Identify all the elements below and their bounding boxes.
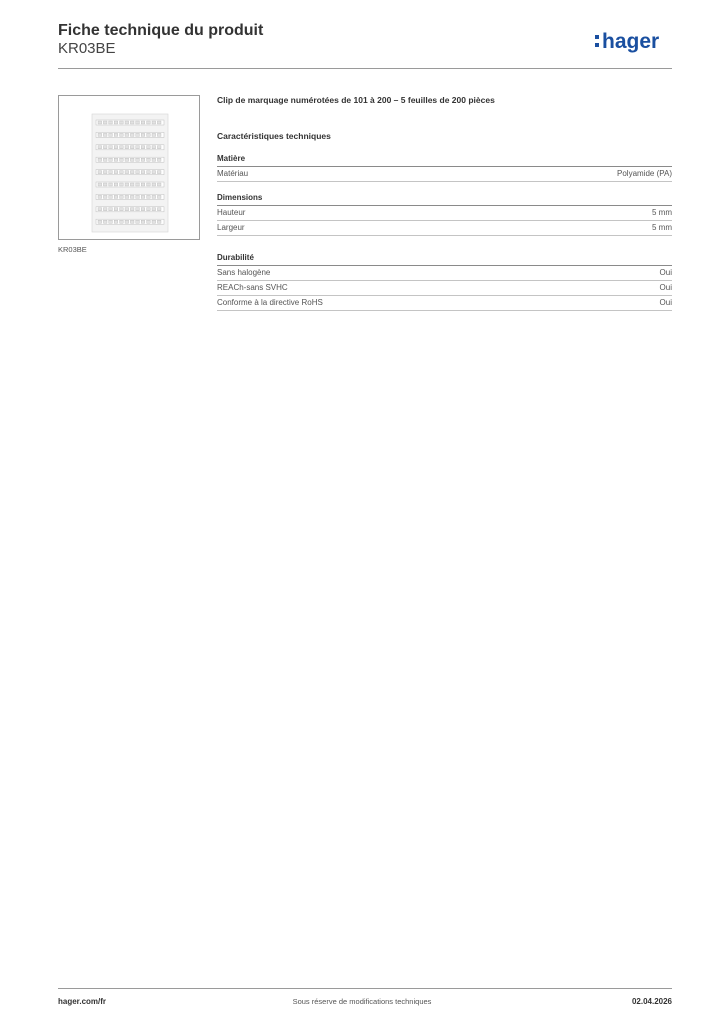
group-title: Matière <box>217 153 672 167</box>
marker-clip <box>141 171 145 174</box>
marker-clip <box>98 171 102 174</box>
marker-clip <box>125 158 129 161</box>
marker-clip <box>98 220 102 223</box>
marker-clip <box>157 146 161 149</box>
marker-clip <box>157 195 161 198</box>
group-title: Dimensions <box>217 192 672 206</box>
marker-clip <box>120 183 124 186</box>
footer-disclaimer: Sous réserve de modifications techniques <box>292 997 432 1006</box>
marker-clip <box>130 133 134 136</box>
marker-clip <box>152 220 156 223</box>
marker-clip <box>103 208 107 211</box>
marker-clip <box>120 121 124 124</box>
marker-clip <box>147 133 151 136</box>
marker-clip <box>147 158 151 161</box>
marker-clip <box>157 208 161 211</box>
marker-clip <box>109 220 113 223</box>
marker-clip <box>136 133 140 136</box>
marker-clip <box>157 220 161 223</box>
marker-clip <box>125 146 129 149</box>
product-code: KR03BE <box>58 40 116 57</box>
marker-clip <box>141 220 145 223</box>
marker-clip <box>103 171 107 174</box>
marker-clip <box>147 220 151 223</box>
marker-clip <box>114 183 118 186</box>
marker-clip <box>141 146 145 149</box>
marker-clip <box>114 158 118 161</box>
product-image <box>58 95 200 240</box>
marker-clip <box>152 121 156 124</box>
marker-clip <box>141 133 145 136</box>
footer-divider <box>58 988 672 989</box>
marker-clip <box>120 171 124 174</box>
hager-logo <box>593 26 679 58</box>
marker-clip <box>130 158 134 161</box>
specs-heading: Caractéristiques techniques <box>217 131 331 141</box>
product-image-caption: KR03BE <box>58 245 87 254</box>
marker-clip <box>141 208 145 211</box>
marker-clip <box>109 158 113 161</box>
marker-clip <box>103 133 107 136</box>
spec-value: Oui <box>659 268 672 277</box>
marker-clip <box>136 208 140 211</box>
marker-clip <box>147 171 151 174</box>
marker-clip <box>141 158 145 161</box>
spec-row <box>217 167 672 182</box>
marker-clip <box>98 195 102 198</box>
marker-clip <box>114 146 118 149</box>
marker-clip <box>98 133 102 136</box>
marker-clip <box>120 220 124 223</box>
marker-clip <box>103 146 107 149</box>
marker-clip <box>130 195 134 198</box>
spec-row <box>217 266 672 281</box>
header-divider <box>58 68 672 69</box>
spec-label: Conforme à la directive RoHS <box>217 298 323 307</box>
spec-label: Sans halogène <box>217 268 271 277</box>
marker-clip <box>152 208 156 211</box>
marker-clip <box>136 158 140 161</box>
spec-row <box>217 221 672 236</box>
document-title: Fiche technique du produit <box>58 22 264 39</box>
marker-clip <box>147 208 151 211</box>
marker-clip <box>98 158 102 161</box>
spec-label: REACh-sans SVHC <box>217 283 288 292</box>
marker-clip <box>125 220 129 223</box>
marker-clip <box>136 121 140 124</box>
marker-clip <box>130 121 134 124</box>
marker-clip <box>130 146 134 149</box>
marking-sheet-illustration <box>59 96 199 239</box>
marker-clip <box>130 220 134 223</box>
marker-clip <box>109 208 113 211</box>
marker-clip <box>120 146 124 149</box>
marker-clip <box>103 183 107 186</box>
marker-clip <box>125 208 129 211</box>
marker-clip <box>147 183 151 186</box>
marker-clip <box>109 133 113 136</box>
spec-row <box>217 206 672 221</box>
marker-clip <box>136 146 140 149</box>
marker-clip <box>125 133 129 136</box>
marker-clip <box>147 121 151 124</box>
spec-row <box>217 281 672 296</box>
marker-clip <box>109 183 113 186</box>
spec-value: Polyamide (PA) <box>617 169 672 178</box>
spec-value: Oui <box>659 283 672 292</box>
group-title: Durabilité <box>217 252 672 266</box>
marker-clip <box>98 183 102 186</box>
marker-clip <box>125 183 129 186</box>
marker-clip <box>103 158 107 161</box>
marker-clip <box>125 195 129 198</box>
marker-clip <box>147 146 151 149</box>
marker-clip <box>157 121 161 124</box>
marker-clip <box>114 121 118 124</box>
marker-clip <box>109 121 113 124</box>
marker-clip <box>157 183 161 186</box>
marker-clip <box>152 133 156 136</box>
spec-group-durabilite <box>217 252 672 311</box>
spec-value: Oui <box>659 298 672 307</box>
marker-clip <box>130 208 134 211</box>
marker-clip <box>136 171 140 174</box>
marker-clip <box>120 133 124 136</box>
marker-clip <box>136 220 140 223</box>
marker-clip <box>120 208 124 211</box>
marker-clip <box>98 121 102 124</box>
marker-clip <box>114 220 118 223</box>
marker-clip <box>157 133 161 136</box>
marker-clip <box>152 146 156 149</box>
marker-clip <box>125 171 129 174</box>
marker-clip <box>109 171 113 174</box>
marker-clip <box>141 195 145 198</box>
marker-clip <box>136 195 140 198</box>
marker-clip <box>120 195 124 198</box>
spec-value: 5 mm <box>652 208 672 217</box>
marker-clip <box>98 146 102 149</box>
marker-clip <box>98 208 102 211</box>
marker-clip <box>130 171 134 174</box>
marker-clip <box>152 183 156 186</box>
marker-clip <box>103 121 107 124</box>
marker-clip <box>109 146 113 149</box>
marker-clip <box>136 183 140 186</box>
marker-clip <box>114 133 118 136</box>
marker-clip <box>157 171 161 174</box>
spec-value: 5 mm <box>652 223 672 232</box>
marker-clip <box>152 171 156 174</box>
logo-text: hager <box>602 30 660 53</box>
marker-clip <box>152 158 156 161</box>
marker-clip <box>141 121 145 124</box>
footer-date: 02.04.2026 <box>631 997 672 1006</box>
marker-clip <box>157 158 161 161</box>
marker-clip <box>130 183 134 186</box>
marker-clip <box>147 195 151 198</box>
marker-clip <box>103 220 107 223</box>
spec-group-matiere <box>217 153 672 182</box>
spec-label: Largeur <box>217 223 245 232</box>
spec-label: Hauteur <box>217 208 246 217</box>
marker-clip <box>114 171 118 174</box>
footer-website[interactable]: hager.com/fr <box>58 997 107 1006</box>
spec-row <box>217 296 672 311</box>
marker-clip <box>103 195 107 198</box>
marker-clip <box>120 158 124 161</box>
marker-clip <box>114 195 118 198</box>
marker-clip <box>125 121 129 124</box>
marker-clip <box>152 195 156 198</box>
marker-clip <box>114 208 118 211</box>
marker-clip <box>141 183 145 186</box>
product-description: Clip de marquage numérotées de 101 à 200 – 5 feuilles de 200 pièces <box>217 95 495 105</box>
spec-label: Matériau <box>217 169 249 178</box>
spec-group-dimensions <box>217 192 672 236</box>
marker-clip <box>109 195 113 198</box>
product-details <box>217 93 672 311</box>
